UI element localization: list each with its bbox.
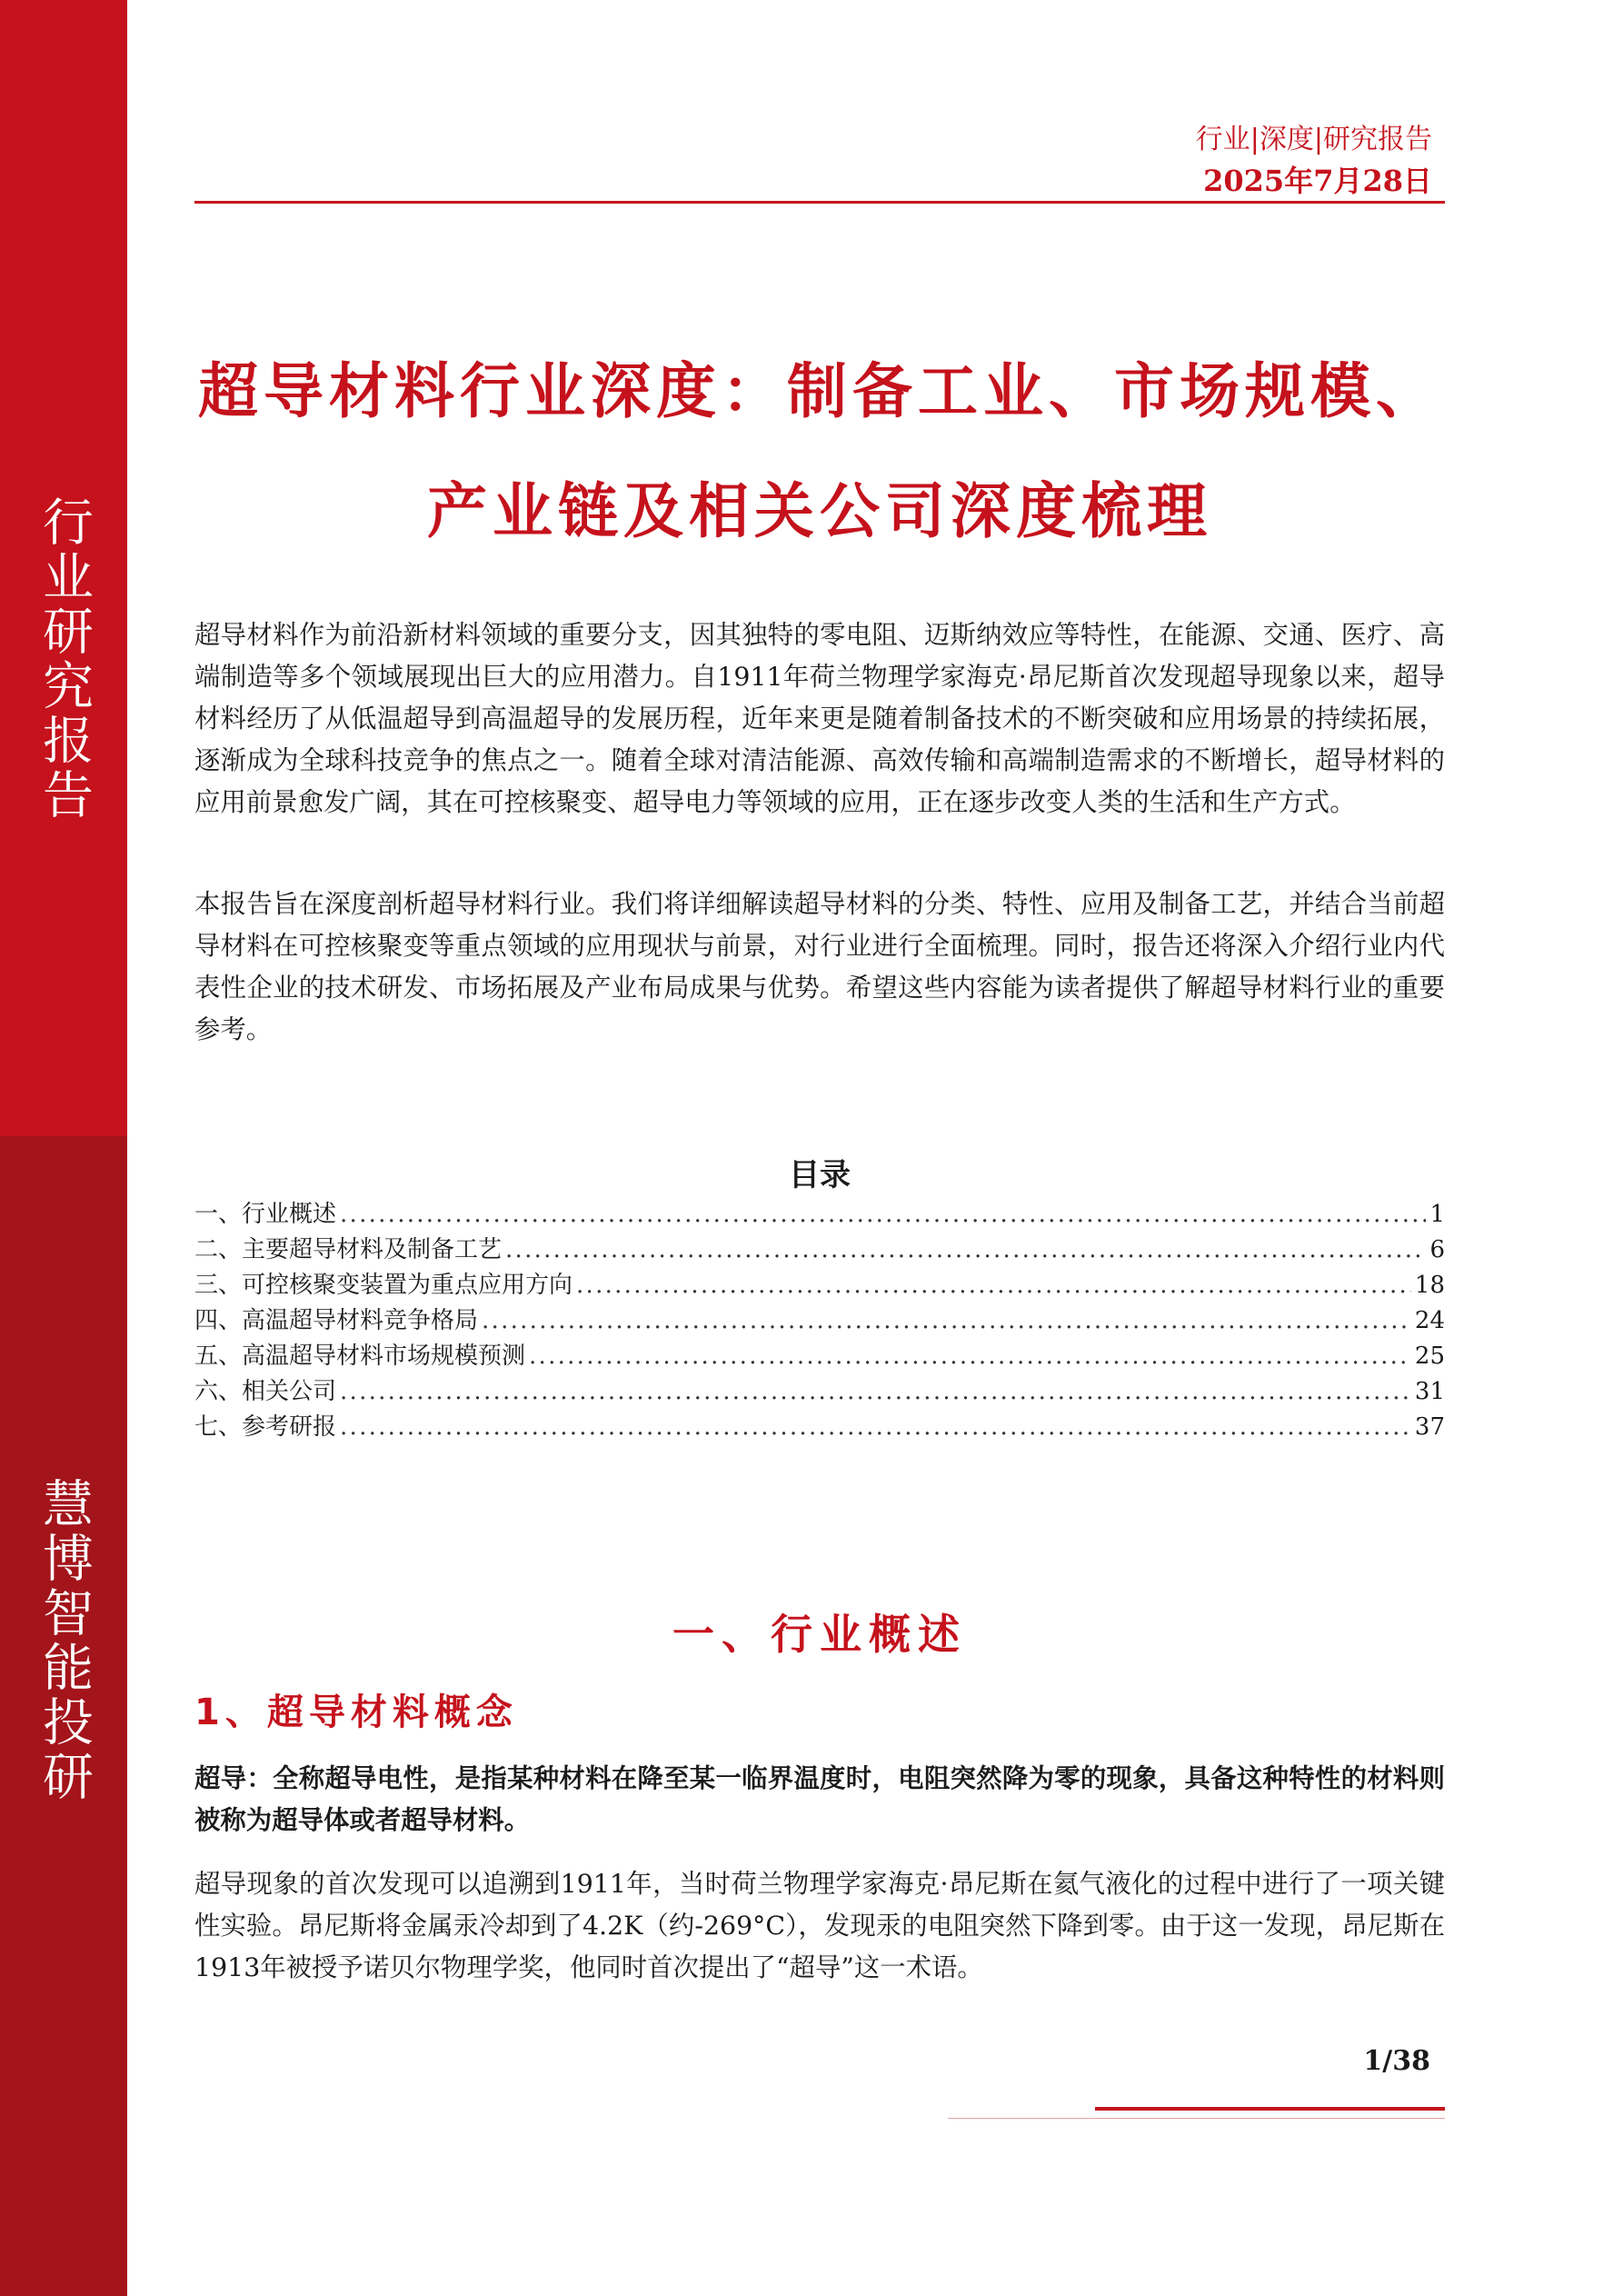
toc-leader-dots	[529, 1339, 1411, 1374]
toc-leader-dots	[482, 1303, 1411, 1339]
page-title	[194, 332, 1445, 572]
sidebar-label-report-type: 行业研究报告	[35, 495, 94, 823]
toc-item[interactable]	[194, 1268, 1445, 1303]
footer-divider-thin	[948, 2118, 1445, 2119]
toc-item-page: 1	[1429, 1201, 1445, 1228]
page-number: 1/38	[1363, 2045, 1430, 2077]
toc-item-label: 五、高温超导材料市场规模预测	[194, 1343, 526, 1370]
subsection-title: 1、超导材料概念	[194, 1692, 518, 1733]
footer-divider-thick	[1095, 2107, 1445, 2111]
toc-leader-dots	[576, 1268, 1411, 1303]
table-of-contents	[194, 1197, 1445, 1445]
toc-item-page: 31	[1414, 1378, 1445, 1405]
toc-item-label: 四、高温超导材料竞争格局	[194, 1307, 479, 1334]
toc-item[interactable]	[194, 1410, 1445, 1445]
toc-item[interactable]	[194, 1233, 1445, 1268]
page-title-line-1: 超导材料行业深度：制备工业、市场规模、	[198, 356, 1441, 426]
toc-item-page: 25	[1414, 1343, 1445, 1370]
page-title-line-2: 产业链及相关公司深度梳理	[427, 476, 1212, 546]
toc-item-label: 一、行业概述	[194, 1201, 337, 1228]
definition-paragraph: 超导：全称超导电性，是指某种材料在降至某一临界温度时，电阻突然降为零的现象，具备这种特性的材料则被称为超导体或者超导材料。	[194, 1762, 1445, 1835]
toc-item-page: 37	[1414, 1413, 1445, 1441]
toc-leader-dots	[505, 1233, 1426, 1268]
toc-item-page: 6	[1429, 1236, 1445, 1263]
header-category: 行业|深度|研究报告	[1195, 124, 1432, 155]
toc-heading: 目录	[789, 1157, 851, 1193]
toc-item-page: 24	[1414, 1307, 1445, 1334]
toc-item-label: 六、相关公司	[194, 1378, 337, 1405]
toc-item[interactable]	[194, 1374, 1445, 1410]
toc-item[interactable]	[194, 1339, 1445, 1374]
header-date: 2025年7月28日	[1203, 164, 1432, 198]
section-title: 一、行业概述	[672, 1610, 967, 1659]
header-divider	[194, 201, 1445, 204]
intro-paragraph-1: 超导材料作为前沿新材料领域的重要分支，因其独特的零电阻、迈斯纳效应等特性，在能源、交通、医疗、高端制造等多个领域展现出巨大的应用潜力。自1911年荷兰物理学家海克·昂尼斯首次发现超导现象以来，超导材料经历了从低温超导到高温超导的发展历程，近年来更是随着制备技术的不断突破和应用场景的持续拓展，逐渐成为全球科技竞争的焦点之一。随着全球对清洁能源、高效传输和高端制造需求的不断增长，超导材料的应用前景愈发广阔，其在可控核聚变、超导电力等领域的应用，正在逐步改变人类的生活和生产方式。	[194, 620, 1445, 817]
toc-leader-dots	[340, 1374, 1411, 1410]
toc-item-label: 二、主要超导材料及制备工艺	[194, 1236, 503, 1263]
body-paragraph: 超导现象的首次发现可以追溯到1911年，当时荷兰物理学家海克·昂尼斯在氦气液化的过程中进行了一项关键性实验。昂尼斯将金属汞冷却到了4.2K（约-269°C），发现汞的电阻突然下降到零。由于这一发现，昂尼斯在1913年被授予诺贝尔物理学奖，他同时首次提出了“超导”这一术语。	[194, 1869, 1445, 1982]
toc-item[interactable]	[194, 1197, 1445, 1233]
toc-item-page: 18	[1414, 1272, 1445, 1299]
toc-item[interactable]	[194, 1303, 1445, 1339]
sidebar-label-publisher: 慧博智能投研	[35, 1477, 94, 1804]
toc-item-label: 三、可控核聚变装置为重点应用方向	[194, 1272, 573, 1299]
intro-paragraph-2: 本报告旨在深度剖析超导材料行业。我们将详细解读超导材料的分类、特性、应用及制备工艺，并结合当前超导材料在可控核聚变等重点领域的应用现状与前景，对行业进行全面梳理。同时，报告还将深入介绍行业内代表性企业的技术研发、市场拓展及产业布局成果与优势。希望这些内容能为读者提供了解超导材料行业的重要参考。	[194, 889, 1445, 1044]
toc-leader-dots	[340, 1197, 1426, 1233]
toc-leader-dots	[340, 1410, 1411, 1445]
toc-item-label: 七、参考研报	[194, 1413, 337, 1441]
